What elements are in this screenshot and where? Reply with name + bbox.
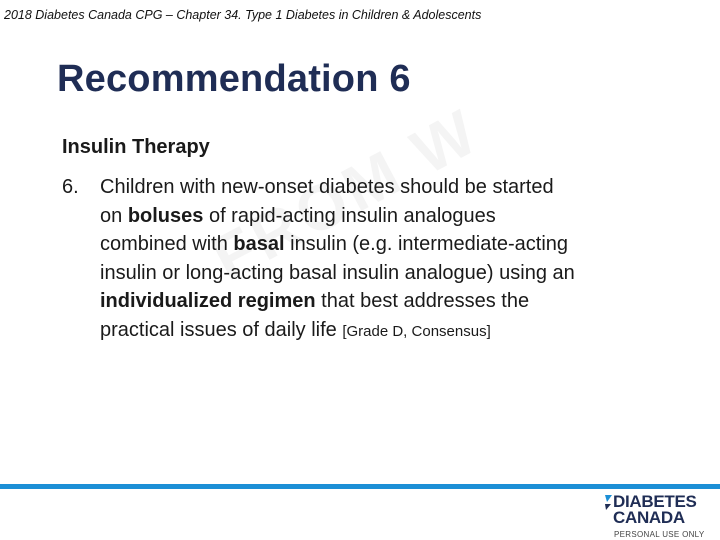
basal-term: basal (233, 233, 285, 256)
individualized-regimen-term: individualized regimen (100, 290, 316, 313)
footer-bar (0, 484, 720, 489)
recommendation-line-6 (62, 316, 702, 347)
boluses-term: boluses (127, 204, 204, 227)
logo-text-top: DIABETES (613, 492, 697, 511)
recommendation-text-3a: combined with (100, 233, 234, 256)
recommendation-text-3c: insulin (e.g. intermediate-acting (284, 233, 569, 256)
recommendation-text-2c: of rapid-acting insulin analogues (203, 204, 496, 227)
recommendation-number: 6. (62, 176, 79, 198)
recommendation-line-1 (62, 173, 702, 202)
page-title: Recommendation 6 (57, 58, 411, 100)
chapter-citation: 2018 Diabetes Canada CPG – Chapter 34. Type 1 Diabetes in Children & Adolescents (4, 8, 482, 22)
grade-label: [Grade D, Consensus] (342, 322, 491, 340)
recommendation-text-1: Children with new-onset diabetes should be started (100, 176, 554, 198)
recommendation-line-5 (62, 287, 702, 316)
recommendation-text-4: insulin or long-acting basal insulin analogue) using an (100, 261, 575, 284)
recommendation-text-6a: practical issues of daily life (100, 318, 343, 341)
recommendation-text-2a: on (100, 204, 128, 227)
recommendation-text-5b: that best addresses the (315, 290, 530, 313)
recommendation-text (62, 173, 702, 347)
recommendation-line-3 (62, 230, 702, 259)
logo-text-bottom: CANADA (613, 508, 685, 527)
personal-use-label: PERSONAL USE ONLY (614, 530, 705, 539)
recommendation-line-4 (62, 259, 702, 288)
section-subtitle: Insulin Therapy (62, 136, 210, 158)
recommendation-line-2 (62, 202, 702, 231)
